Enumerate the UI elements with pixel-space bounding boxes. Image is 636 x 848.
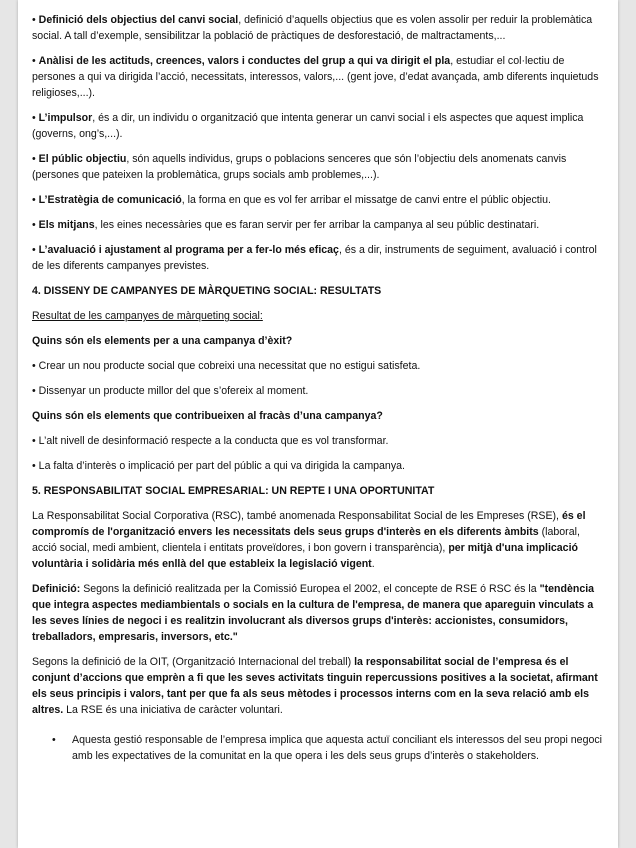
- item-text: L’alt nivell de desinformació respecte a la conducta que es vol transformar.: [38, 435, 389, 447]
- bullet: •: [32, 153, 36, 165]
- bullet: •: [52, 734, 56, 746]
- text: Segons la definició de la OIT, (Organització Internacional del treball): [32, 656, 355, 668]
- subheading-text: Resultat de les campanyes de màrqueting social:: [32, 310, 263, 322]
- text: La RSE és una iniciativa de caràcter voluntari.: [63, 704, 283, 716]
- emphasis: "tendència que integra aspectes mediambientals o socials en la cultura de l'empresa, de manera que apareguin vinculats a les seves línies de negoci i es realitzin involucrant als diversos grups d'interès: accionistes, consumidors, treballadors, empresaris, inversors, etc.": [32, 583, 595, 643]
- item-text: Crear un nou producte social que cobreixi una necessitat que no estigui satisfeta.: [38, 360, 421, 372]
- paragraph-avaluacio: [32, 242, 606, 274]
- text: , és a dir, instruments de seguiment, avaluació i control de les diferents campanyes previstes.: [32, 244, 597, 272]
- text: La Responsabilitat Social Corporativa (RSC), també anomenada Responsabilitat Social de les Empreses (RSE),: [32, 510, 562, 522]
- bullet: •: [32, 244, 36, 256]
- text: .: [371, 558, 375, 570]
- bullet: •: [32, 385, 36, 397]
- bullet: •: [32, 194, 36, 206]
- text: , estudiar el col·lectiu de persones a qui va dirigida l’acció, necessitats, interessos, valors,... (gent jove, d’edat avançada, amb diferents inquietuds religioses,...).: [32, 55, 599, 99]
- bullet: •: [32, 219, 36, 231]
- paragraph-analisi: [32, 53, 606, 101]
- item-text: Aquesta gestió responsable de l’empresa implica que aquesta actuï conciliant els interessos del seu propi negoci amb les expectatives de la comunitat en la que opera i les dels seus grups d’interès o stakeholders.: [72, 734, 603, 762]
- term: Els mitjans: [38, 219, 95, 231]
- list-item-gestio: [32, 732, 606, 764]
- paragraph-estrategia: [32, 192, 606, 208]
- emphasis: és el compromís de l'organització envers les necessitats dels seus grups d'interès en els diferents àmbits: [32, 510, 586, 538]
- text: , les eines necessàries que es faran servir per fer arribar la campanya al seu públic destinatari.: [94, 219, 540, 231]
- paragraph-rsc: [32, 508, 606, 572]
- text: (laboral, acció social, medi ambient, clientela i entitats proveïdores, i bon govern i transparència),: [32, 526, 580, 554]
- list-item: [32, 458, 606, 474]
- term: Definició:: [32, 583, 81, 595]
- bullet: •: [32, 435, 36, 447]
- bullet: •: [32, 55, 36, 67]
- item-text: Dissenyar un producte millor del que s’ofereix al moment.: [38, 385, 309, 397]
- term: L’Estratègia de comunicació: [38, 194, 182, 206]
- paragraph-definicio: [32, 581, 606, 645]
- paragraph-impulsor: [32, 110, 606, 142]
- term: L’avaluació i ajustament al programa per a fer-lo més eficaç: [38, 244, 339, 256]
- term: El públic objectiu: [38, 153, 127, 165]
- question-exit: [32, 333, 606, 349]
- term: Anàlisi de les actituds, creences, valors i conductes del grup a qui va dirigit el pla: [38, 55, 451, 67]
- bullet: •: [32, 14, 36, 26]
- question-text: Quins són els elements per a una campanya d’èxit?: [32, 335, 293, 347]
- document-page: [18, 0, 618, 848]
- heading-text: 4. DISSENY DE CAMPANYES DE MÀRQUETING SOCIAL: RESULTATS: [32, 285, 382, 297]
- paragraph-objectius: [32, 12, 606, 44]
- bullet: •: [32, 360, 36, 372]
- text: , és a dir, un individu o organització que intenta generar un canvi social i els aspectes que aquest implica (governs, ong’s,...).: [32, 112, 584, 140]
- text: , són aquells individus, grups o poblacions senceres que són l’objectiu dels anomenats canvis (persones que pateixen la problemàtica, grups socials amb problemes,...).: [32, 153, 567, 181]
- paragraph-mitjans: [32, 217, 606, 233]
- question-text: Quins són els elements que contribueixen al fracàs d’una campanya?: [32, 410, 383, 422]
- item-text: La falta d’interès o implicació per part del públic a qui va dirigida la campanya.: [38, 460, 405, 472]
- question-fracas: [32, 408, 606, 424]
- list-item: [32, 433, 606, 449]
- heading-text: 5. RESPONSABILITAT SOCIAL EMPRESARIAL: UN REPTE I UNA OPORTUNITAT: [32, 485, 435, 497]
- list-item: [32, 383, 606, 399]
- list-item: [32, 358, 606, 374]
- emphasis: la responsabilitat social de l’empresa és el conjunt d’accions que emprèn a fi que les seves activitats tinguin repercussions positives a la societat, afirmant els seus principis i valors, tant per que fa als seus mètodes i processos interns com en la seva relació amb els altres.: [32, 656, 598, 716]
- text: Segons la definició realitzada per la Comissió Europea el 2002, el concepte de RSE ó RSC és la: [80, 583, 540, 595]
- text: , la forma en que es vol fer arribar el missatge de canvi entre el públic objectiu.: [181, 194, 551, 206]
- document-content: [32, 12, 606, 764]
- subheading-resultat: [32, 308, 606, 324]
- emphasis: per mitjà d'una implicació voluntària i solidària més enllà del que estableix la legislació vigent: [32, 542, 578, 570]
- section-heading-4: [32, 283, 606, 299]
- paragraph-oit: [32, 654, 606, 718]
- text: , definició d’aquells objectius que es volen assolir per reduir la problemàtica social. A tall d’exemple, sensibilitzar la població de pràctiques de desforestació, de maltractaments,...: [32, 14, 593, 42]
- section-heading-5: [32, 483, 606, 499]
- bullet: •: [32, 460, 36, 472]
- term: L’impulsor: [38, 112, 93, 124]
- bullet: •: [32, 112, 36, 124]
- paragraph-public-objectiu: [32, 151, 606, 183]
- term: Definició dels objectius del canvi social: [38, 14, 239, 26]
